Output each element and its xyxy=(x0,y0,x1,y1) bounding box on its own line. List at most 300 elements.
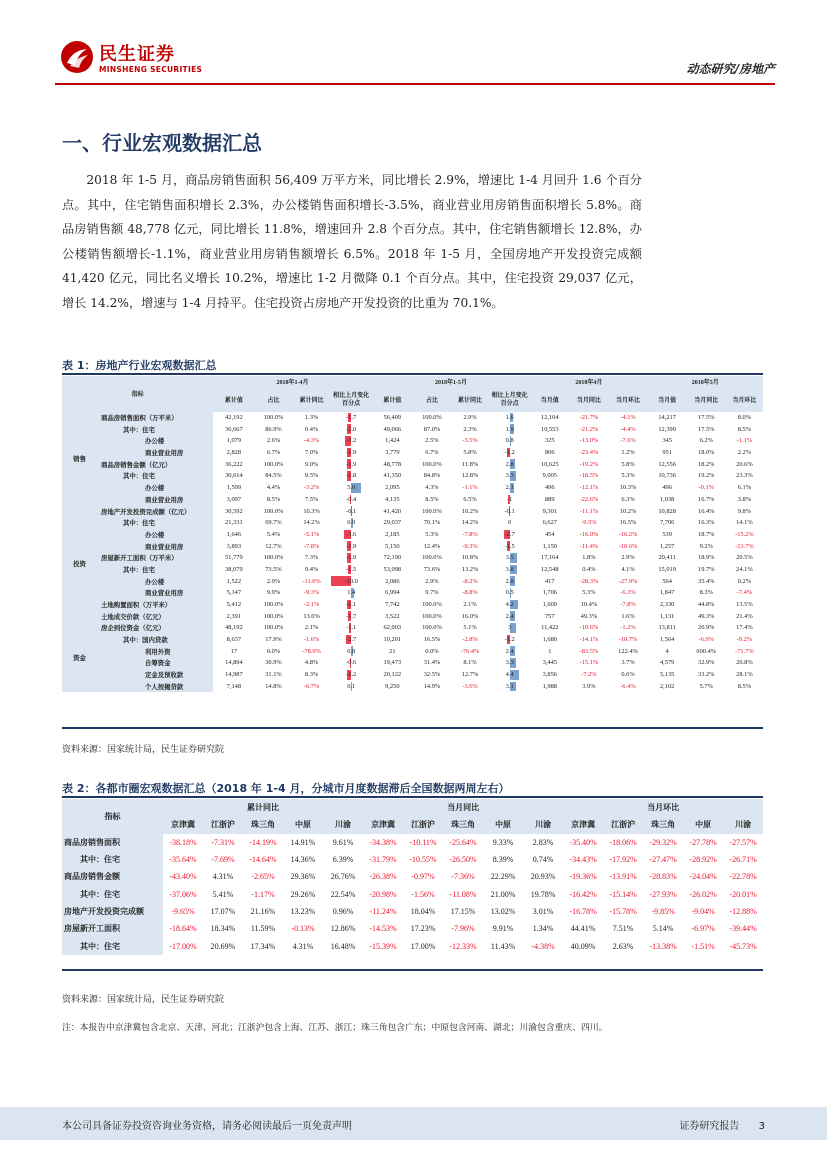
t1-row-label: 土地成交价款（亿元） xyxy=(97,610,213,622)
t1-cell: -8.8% xyxy=(462,589,478,597)
t2-cell: 17.34% xyxy=(243,937,283,954)
t2-cell: 8.39% xyxy=(492,855,514,865)
t2-cell: -37.06% xyxy=(169,889,197,899)
t1-change-bar-cell xyxy=(489,622,530,634)
t2-cell: 14.36% xyxy=(290,855,316,865)
t1-change-bar-cell xyxy=(489,529,530,541)
t1-cell: 1,646 xyxy=(226,530,242,538)
t1-change-bar-cell xyxy=(489,669,530,681)
t1-cell: -9.3% xyxy=(462,542,478,550)
t2-cell: -27.78% xyxy=(683,834,723,851)
t2-cell: 18.04% xyxy=(403,903,443,920)
table2-caption: 表 2：各都市圈宏观数据汇总（2018 年 1-4 月，分城市月度数据滞后全国数据两周左右） xyxy=(62,782,510,795)
table2-bottom-rule xyxy=(62,969,763,971)
t1-cell: 6,994 xyxy=(385,589,400,597)
t1-cell: 17.5% xyxy=(698,425,715,433)
t1-cell: 3.7% xyxy=(621,659,635,667)
table-row xyxy=(62,920,763,937)
t1-cell: 9.0% xyxy=(304,460,319,468)
t1-cell: 1,680 xyxy=(542,636,557,644)
t2-cell: 26.76% xyxy=(323,868,363,885)
t1-cell: -9.5% xyxy=(581,519,597,527)
t1-cell: -1.2% xyxy=(620,624,636,632)
t2-region-header: 中原 xyxy=(683,816,723,833)
table-row xyxy=(62,681,763,693)
t1-row-label: 定金及预收款 xyxy=(97,669,213,681)
table-row xyxy=(62,599,763,611)
t2-cell: 2.63% xyxy=(603,937,643,954)
t1-cell: 49.3% xyxy=(580,612,598,620)
t1-change-bar-cell xyxy=(489,482,530,494)
t1-cell: 6.5% xyxy=(463,495,477,503)
t2-region-header: 川渝 xyxy=(323,816,363,833)
t1-change-value: 0.8 xyxy=(347,647,356,655)
t2-region-header: 京津冀 xyxy=(163,816,203,833)
table2-source: 资料来源：国家统计局，民生证券研究院 xyxy=(62,995,225,1005)
t1-cell: 30,614 xyxy=(225,472,243,480)
t1-cell: 8.5% xyxy=(266,495,281,503)
t2-cell: -31.79% xyxy=(369,855,397,865)
t1-cell: 100.0% xyxy=(422,414,442,422)
t1-change-bar-cell xyxy=(489,575,530,587)
t2-cell: -22.78% xyxy=(723,868,763,885)
t2-cell: -9.65% xyxy=(163,903,203,920)
t1-cell: 20.9% xyxy=(698,624,715,632)
t1-cell: 16.5% xyxy=(423,636,441,644)
t1-cell: 38,079 xyxy=(225,565,243,573)
t2-cell: -13.38% xyxy=(643,937,683,954)
t1-cell: 9.5% xyxy=(304,472,319,480)
t1-col-header: 相比上月变化百分点 xyxy=(331,388,372,412)
t2-cell: 6.39% xyxy=(332,855,354,865)
t1-cell: 14,987 xyxy=(225,671,243,679)
t1-cell: 3,097 xyxy=(226,495,242,503)
t1-change-bar-cell xyxy=(331,412,372,424)
t1-change-bar-cell xyxy=(331,494,372,506)
t1-cell: -3.2% xyxy=(303,484,320,492)
t1-change-bar-cell xyxy=(489,552,530,564)
t2-cell: -20.01% xyxy=(729,889,757,899)
t1-cell: 8.5% xyxy=(737,425,752,433)
t1-cell: 5.7% xyxy=(699,682,713,690)
t1-cell: 70.1% xyxy=(423,519,441,527)
t1-cell: -8.2% xyxy=(462,577,478,585)
page-header xyxy=(55,36,775,81)
t2-cell: 29.26% xyxy=(290,889,316,899)
t1-change-value: -0.6 xyxy=(346,659,357,667)
t1-cell: -4.1% xyxy=(620,414,636,422)
t1-cell: 30.9% xyxy=(265,659,282,667)
t1-change-value: 3.1 xyxy=(505,682,514,690)
t2-cell: -16.42% xyxy=(569,889,597,899)
t1-change-bar-cell xyxy=(489,540,530,552)
t1-cell: 32.5% xyxy=(423,671,441,679)
t2-cell: 18.34% xyxy=(210,924,236,934)
t1-cell: -16.0% xyxy=(579,530,599,538)
t1-cell: 10.3% xyxy=(619,484,637,492)
t2-cell: -15.14% xyxy=(609,889,637,899)
t1-cell: -13.7% xyxy=(735,542,754,550)
t2-cell: 4.31% xyxy=(203,868,243,885)
t2-cell: -2.65% xyxy=(243,868,283,885)
t1-cell: 1.8% xyxy=(582,554,596,562)
t1-cell: 56,409 xyxy=(383,414,402,422)
t1-cell: 1,424 xyxy=(385,437,400,445)
t2-cell: -27.47% xyxy=(649,855,677,865)
t2-cell: 2.83% xyxy=(523,834,563,851)
t2-cell: -4.38% xyxy=(523,937,563,954)
t1-cell: 10,625 xyxy=(541,460,559,468)
t1-cell: 12,399 xyxy=(658,425,676,433)
t1-cell: 6.2% xyxy=(699,437,713,445)
t2-cell: 7.51% xyxy=(612,924,634,934)
t1-cell: -10.6% xyxy=(579,624,599,632)
t1-cell: -7.8% xyxy=(303,542,320,550)
t1-cell: -76.4% xyxy=(460,647,480,655)
t1-change-value: -1.5 xyxy=(346,565,357,573)
t1-change-value: -1.7 xyxy=(346,414,357,422)
t2-cell: 21.00% xyxy=(490,889,516,899)
t1-cell: 12,104 xyxy=(541,414,559,422)
t2-cell: -1.56% xyxy=(411,889,435,899)
t1-cell: 49,066 xyxy=(383,425,402,433)
t2-cell: -39.44% xyxy=(729,924,757,934)
table-row xyxy=(62,587,763,599)
t1-cell: 9.2% xyxy=(699,542,713,550)
t1-cell: 2.9% xyxy=(463,414,477,422)
t1-change-bar-cell xyxy=(331,599,372,611)
t1-cell: -3.6% xyxy=(462,682,478,690)
t1-cell: 1.2% xyxy=(621,449,635,457)
t1-cell: 100.0% xyxy=(263,507,284,515)
t1-cell: 1.6% xyxy=(621,612,635,620)
t1-cell: 51,779 xyxy=(225,554,243,562)
t1-change-value: -1.2 xyxy=(504,449,515,457)
metro-area-table xyxy=(62,799,763,955)
table1-caption: 表 1：房地产行业宏观数据汇总 xyxy=(62,359,217,372)
t2-row-label: 商品房销售面积 xyxy=(62,834,163,851)
minsheng-logo-icon xyxy=(60,40,94,74)
t2-row-label: 其中：住宅 xyxy=(62,885,163,902)
t1-row-label: 房地产开发投资完成额（亿元） xyxy=(97,505,213,517)
table-row xyxy=(62,634,763,646)
t1-cell: -7.6% xyxy=(620,437,636,445)
t1-row-label: 办公楼 xyxy=(97,435,213,447)
t1-change-bar-cell xyxy=(331,458,372,470)
t1-cell: 36,222 xyxy=(225,460,243,468)
t1-cell: -15.1% xyxy=(579,659,599,667)
t1-cell: 7,742 xyxy=(385,601,400,609)
t2-cell: -12.88% xyxy=(723,903,763,920)
t1-cell: 5.8% xyxy=(463,449,477,457)
table-row xyxy=(62,505,763,517)
t1-cell: 14.2% xyxy=(461,519,479,527)
t2-cell: -1.17% xyxy=(251,889,275,899)
table1-top-rule xyxy=(62,373,763,375)
t1-col-header: 占比 xyxy=(413,388,451,412)
t1-cell: 2.1% xyxy=(304,624,319,632)
t1-change-value: -1.9 xyxy=(346,460,357,468)
t2-cell: 3.01% xyxy=(523,903,563,920)
t1-col-header: 当月环比 xyxy=(608,388,647,412)
t1-change-bar-cell xyxy=(331,482,372,494)
t1-cell: 100.0% xyxy=(422,507,442,515)
t1-cell: 10.2% xyxy=(619,507,637,515)
t1-cell: -16.2% xyxy=(618,530,638,538)
t1-cell: 5,150 xyxy=(385,542,400,550)
t1-cell: 10,736 xyxy=(658,472,676,480)
t1-row-label: 房企到位资金（亿元） xyxy=(97,622,213,634)
t1-cell: 69.7% xyxy=(265,519,282,527)
t1-cell: 496 xyxy=(662,484,672,492)
t1-cell: 9,005 xyxy=(542,472,557,480)
t1-cell: -78.9% xyxy=(302,647,321,655)
t2-cell: -27.93% xyxy=(649,889,677,899)
t1-cell: -28.3% xyxy=(579,577,599,585)
t1-cell: 1,257 xyxy=(659,542,675,550)
t2-cell: 17.15% xyxy=(443,903,483,920)
t1-cell: -13.0% xyxy=(579,437,599,445)
t1-cell: 10,553 xyxy=(541,425,559,433)
t1-cell: 1,847 xyxy=(659,589,675,597)
t2-region-header: 珠三角 xyxy=(443,816,483,833)
t1-cell: -12.1% xyxy=(579,484,599,492)
t1-period-header: 2018年1-4月 xyxy=(213,376,371,388)
t1-cell: 18.7% xyxy=(698,530,715,538)
t1-cell: -1.1% xyxy=(736,437,753,445)
table-row xyxy=(62,458,763,470)
t1-cell: 12,548 xyxy=(541,565,559,573)
t1-change-value: 2.4 xyxy=(505,647,514,655)
t1-cell: 2,185 xyxy=(385,530,400,538)
t1-cell: 2.9% xyxy=(266,577,281,585)
t2-cell: -15.78% xyxy=(603,903,643,920)
table-row xyxy=(62,423,763,435)
t1-cell: 10.2% xyxy=(461,507,479,515)
t2-cell: 11.59% xyxy=(250,924,276,934)
t1-cell: 3.9% xyxy=(582,682,596,690)
t1-cell: 4.4% xyxy=(266,484,281,492)
t1-change-bar-cell xyxy=(331,634,372,646)
t2-cell: -12.33% xyxy=(443,937,483,954)
t1-cell: 5.3% xyxy=(425,530,439,538)
t1-change-bar-cell xyxy=(331,505,372,517)
t1-cell: 14,894 xyxy=(225,659,243,667)
t2-cell: -11.08% xyxy=(449,889,477,899)
t1-cell: 2.6% xyxy=(266,437,281,445)
table-row xyxy=(62,517,763,529)
t1-cell: 4,579 xyxy=(659,659,675,667)
t1-cell: 9,301 xyxy=(542,507,557,515)
t1-cell: 24.1% xyxy=(736,565,753,573)
t2-region-header: 川渝 xyxy=(523,816,563,833)
t1-cell: 0.0% xyxy=(266,647,281,655)
t2-cell: 5.41% xyxy=(212,889,234,899)
t1-cell: 53,098 xyxy=(383,565,402,573)
t1-cell: 15,019 xyxy=(658,565,676,573)
t1-change-value: -1.8 xyxy=(346,472,357,480)
t2-cell: -35.40% xyxy=(563,834,603,851)
report-category: 动态研究/房地产 xyxy=(686,62,775,76)
t1-cell: 16.4% xyxy=(698,507,715,515)
t1-cell: -10.6% xyxy=(618,542,638,550)
t2-cell: -7.31% xyxy=(203,834,243,851)
t1-change-value: 1.9 xyxy=(505,425,514,433)
t2-cell: -7.69% xyxy=(211,855,235,865)
t1-cell: 100.0% xyxy=(263,414,284,422)
t1-change-value: -0.1 xyxy=(346,507,357,515)
table-row xyxy=(62,610,763,622)
t2-cell: -29.32% xyxy=(643,834,683,851)
t1-cell: 62,003 xyxy=(383,624,402,632)
t1-cell: 100.0% xyxy=(263,460,284,468)
t2-row-label: 房屋新开工面积 xyxy=(62,920,163,937)
t1-cell: 31.1% xyxy=(265,671,282,679)
t1-cell: 4,135 xyxy=(385,495,400,503)
t1-cell: 17 xyxy=(230,647,238,655)
t1-cell: 13.5% xyxy=(736,601,753,609)
t1-cell: 10,201 xyxy=(383,636,402,644)
t1-cell: -21.2% xyxy=(579,425,599,433)
t1-row-label: 办公楼 xyxy=(97,482,213,494)
t2-cell: 5.14% xyxy=(652,924,674,934)
t1-cell: -27.9% xyxy=(618,577,638,585)
t1-cell: 7,706 xyxy=(659,519,675,527)
t1-cell: 2,828 xyxy=(226,449,242,457)
t1-col-header: 累计同比 xyxy=(451,388,489,412)
t1-cell: 18.0% xyxy=(698,449,715,457)
t1-cell: 17.9% xyxy=(265,636,282,644)
t2-cell: 0.74% xyxy=(532,855,554,865)
t1-change-bar-cell xyxy=(489,435,530,447)
t1-cell: -9.2% xyxy=(736,636,753,644)
t2-cell: -26.71% xyxy=(729,855,757,865)
footer-right xyxy=(679,1117,765,1132)
t1-cell: 5.3% xyxy=(621,472,635,480)
t2-cell: -7.36% xyxy=(443,868,483,885)
t2-cell: 21.16% xyxy=(243,903,283,920)
t1-cell: 8.3% xyxy=(304,671,319,679)
t1-change-value: -2.7 xyxy=(504,530,515,538)
t1-cell: 4.8% xyxy=(304,659,319,667)
t1-cell: 20.5% xyxy=(736,554,753,562)
table-row xyxy=(62,834,763,851)
t2-group-header: 累计同比 xyxy=(163,799,363,816)
t1-cell: 30,592 xyxy=(225,507,243,515)
t1-col-header: 当月环比 xyxy=(726,388,763,412)
t1-cell: 0.0% xyxy=(425,647,439,655)
t2-region-header: 江浙沪 xyxy=(603,816,643,833)
t1-cell: 14.2% xyxy=(303,519,320,527)
t2-cell: 29.36% xyxy=(283,868,323,885)
table-row xyxy=(62,470,763,482)
t1-cell: 5,412 xyxy=(226,601,242,609)
t1-cell: 122.4% xyxy=(618,647,638,655)
t1-row-label: 商业营业用房 xyxy=(97,447,213,459)
table1-source: 资料来源：国家统计局，民生证券研究院 xyxy=(62,745,225,755)
t1-change-value: -2.7 xyxy=(346,636,357,644)
t2-cell: 19.78% xyxy=(530,889,556,899)
t1-change-bar-cell xyxy=(489,564,530,576)
t1-cell: -6.9% xyxy=(698,636,714,644)
table2-note: 注：本报告中京津冀包含北京、天津、河北；江浙沪包含上海、江苏、浙江；珠三角包含广东；中原包含河南、湖北；川渝包含重庆、四川。 xyxy=(62,1023,608,1033)
t2-region-header: 中原 xyxy=(483,816,523,833)
t2-cell: -7.96% xyxy=(451,924,475,934)
table-row xyxy=(62,669,763,681)
t1-cell: 13.6% xyxy=(303,612,320,620)
t1-cell: 9.4% xyxy=(304,565,319,573)
t1-cell: 17,164 xyxy=(541,554,559,562)
t2-cell: -14.64% xyxy=(249,855,277,865)
t1-cell: 14.1% xyxy=(736,519,753,527)
t2-cell: 12.86% xyxy=(330,924,356,934)
t1-change-bar-cell xyxy=(331,587,372,599)
t1-cell: 6,627 xyxy=(542,519,557,527)
t1-cell: 100.0% xyxy=(263,554,284,562)
t1-change-bar-cell xyxy=(489,470,530,482)
t2-cell: 17.23% xyxy=(410,924,436,934)
t1-cell: -7.8% xyxy=(462,530,478,538)
t1-cell: 12.7% xyxy=(265,542,282,550)
t1-cell: 7.3% xyxy=(304,554,319,562)
t1-cell: 8.5% xyxy=(425,495,439,503)
t1-change-bar-cell xyxy=(489,517,530,529)
t2-cell: -9.04% xyxy=(683,903,723,920)
t1-cell: 35.4% xyxy=(698,577,715,585)
t1-cell: 2.1% xyxy=(463,601,477,609)
t1-change-value: -2.0 xyxy=(346,425,357,433)
table-row xyxy=(62,903,763,920)
t1-cell: 84.8% xyxy=(423,472,441,480)
t2-row-label: 房地产开发投资完成额 xyxy=(62,903,163,920)
t2-cell: -6.97% xyxy=(691,924,715,934)
t1-change-bar-cell xyxy=(331,669,372,681)
t2-cell: -28.83% xyxy=(643,868,683,885)
t1-cell: -10.7% xyxy=(618,636,638,644)
t1-cell: 600.4% xyxy=(696,647,717,655)
t1-cell: 19.7% xyxy=(698,565,715,573)
t1-cell: 9.7% xyxy=(425,589,439,597)
t1-cell: 3,522 xyxy=(385,612,400,620)
t1-col-header: 累计值 xyxy=(213,388,254,412)
t1-col-header: 累计值 xyxy=(372,388,413,412)
t2-group-header: 当月同比 xyxy=(363,799,563,816)
t1-row-label: 办公楼 xyxy=(97,575,213,587)
t2-cell: -26.50% xyxy=(449,855,477,865)
table-row xyxy=(62,435,763,447)
t2-cell: -24.04% xyxy=(683,868,723,885)
t1-cell: 417 xyxy=(544,577,555,585)
t1-cell: 539 xyxy=(662,530,672,538)
t1-cell: 29,037 xyxy=(383,519,402,527)
t1-change-bar-cell xyxy=(331,657,372,669)
t1-change-value: -1 xyxy=(506,495,513,503)
t1-row-label: 其中：住宅 xyxy=(97,517,213,529)
t1-col-header: 当月同比 xyxy=(687,388,726,412)
t2-cell: 22.54% xyxy=(330,889,356,899)
t1-change-value: 2.4 xyxy=(505,612,514,620)
t1-change-bar-cell xyxy=(489,505,530,517)
t2-cell: -34.38% xyxy=(363,834,403,851)
table-row xyxy=(62,645,763,657)
t1-change-value: 3.3 xyxy=(505,659,514,667)
t1-row-label: 商业营业用房 xyxy=(97,587,213,599)
footer-report-type: 证券研究报告 xyxy=(679,1121,740,1132)
t1-change-value: -1.1 xyxy=(346,624,357,632)
t1-cell: 2.3% xyxy=(463,425,477,433)
t1-change-value: -2.2 xyxy=(346,671,357,679)
t1-period-header: 2018年4月 xyxy=(530,376,647,388)
